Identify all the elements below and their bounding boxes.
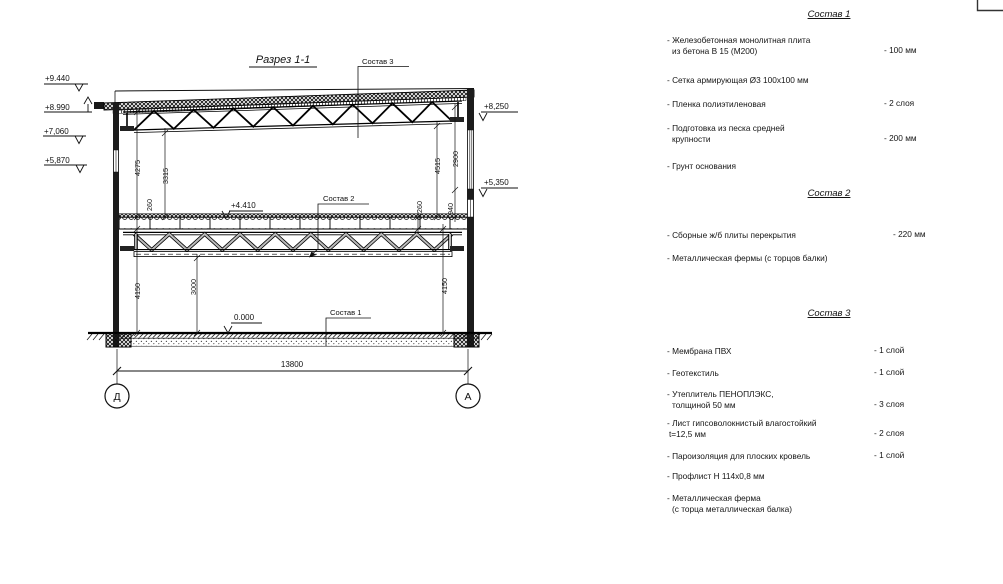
dim-3315: 3315 [161, 168, 170, 184]
item-value: - 1 слой [874, 345, 905, 355]
floor-truss [120, 232, 464, 256]
axis-letter-left: Д [113, 391, 121, 403]
list-item: - Грунт основания [667, 161, 737, 171]
dim-4515: 4515 [433, 158, 442, 174]
list-item: - Металлическая ферма (с торца металлическая балка) [667, 493, 793, 514]
dim-total-width: 13800 [280, 360, 304, 369]
list-item: - Железобетонная монолитная плита из бетона В 15 (М200) - 100 мм [667, 35, 917, 56]
floor-screed [119, 334, 467, 338]
list-item: - Мембрана ПВХ - 1 слой [667, 345, 905, 356]
dim-3000: 3000 [189, 279, 198, 295]
list-item: - Подготовка из песка средней крупности - 200 мм [667, 123, 917, 144]
list-item: - Геотекстиль - 1 слой [667, 367, 905, 378]
foundation-left [106, 333, 131, 347]
item-value: - 100 мм [884, 44, 917, 55]
section-title-sostav2: Состав 2 [807, 188, 851, 199]
dim-2900: 2900 [451, 151, 460, 167]
dim-4150-right: 4150 [440, 278, 449, 294]
leader-label-sostav3: Состав 3 [362, 57, 394, 66]
ground-floor [87, 333, 492, 347]
section-title-sostav1: Состав 1 [807, 9, 851, 20]
elev-9440: +9.440 [45, 74, 70, 83]
wall-right [467, 89, 474, 347]
building-section [87, 89, 492, 348]
elev-8990: +8.990 [45, 103, 70, 112]
dim-260-right: 260 [415, 201, 424, 213]
list-item: - Профлист Н 114х0,8 мм [667, 471, 765, 481]
item-value: - 1 слой [874, 367, 905, 377]
elev-5870: +5,870 [45, 156, 70, 165]
leader-label-sostav2: Состав 2 [323, 194, 355, 203]
list-item: - Пленка полиэтиленовая - 2 слоя [667, 98, 915, 109]
item-value: - 220 мм [893, 229, 926, 239]
elev-8250: +8,250 [484, 102, 509, 111]
item-value: - 2 слоя [884, 98, 915, 108]
elev-5350: +5,350 [484, 178, 509, 187]
wall-right-window-upper [468, 130, 474, 189]
floor-slab [119, 214, 468, 229]
item-value: - 2 слоя [874, 427, 905, 438]
item-value: - 200 мм [884, 132, 917, 143]
leader-lines [309, 67, 409, 347]
axis-dimension [105, 349, 480, 408]
section-title-sostav3: Состав 3 [807, 308, 851, 319]
dim-940: 940 [446, 203, 455, 215]
list-item: - Пароизоляция для плоских кровель - 1 слой [667, 450, 905, 461]
composition-panel [655, 0, 1003, 584]
wall-left [113, 103, 119, 347]
list-item: - Металлическая фермы (с торцов балки) [667, 253, 828, 263]
list-item: - Утеплитель ПЕНОПЛЭКС, толщиной 50 мм - 3 слоя [667, 389, 905, 410]
item-value: - 1 слой [874, 450, 905, 460]
elev-7060: +7,060 [44, 127, 69, 136]
leader-label-sostav1: Состав 1 [330, 308, 362, 317]
list-item: - Сборные ж/б плиты перекрытия - 220 мм [667, 229, 926, 240]
list-item: - Сетка армирующая Ø3 100х100 мм [667, 75, 809, 85]
drawing-title: Разрез 1-1 [255, 54, 311, 66]
sand-layer [131, 338, 454, 346]
item-value: - 3 слоя [874, 398, 905, 409]
parapet-line [115, 89, 474, 92]
dim-260-left: 260 [145, 199, 154, 211]
elev-4410: +4.410 [231, 201, 256, 210]
dim-4150-left: 4150 [133, 283, 142, 299]
list-item: - Лист гипсоволокнистый влагостойкий t=12,5 мм - 2 слоя [667, 418, 905, 439]
gutter-block [94, 102, 104, 109]
elev-0000: 0.000 [234, 313, 255, 322]
dim-4275: 4275 [133, 160, 142, 176]
axis-letter-right: А [464, 391, 472, 403]
